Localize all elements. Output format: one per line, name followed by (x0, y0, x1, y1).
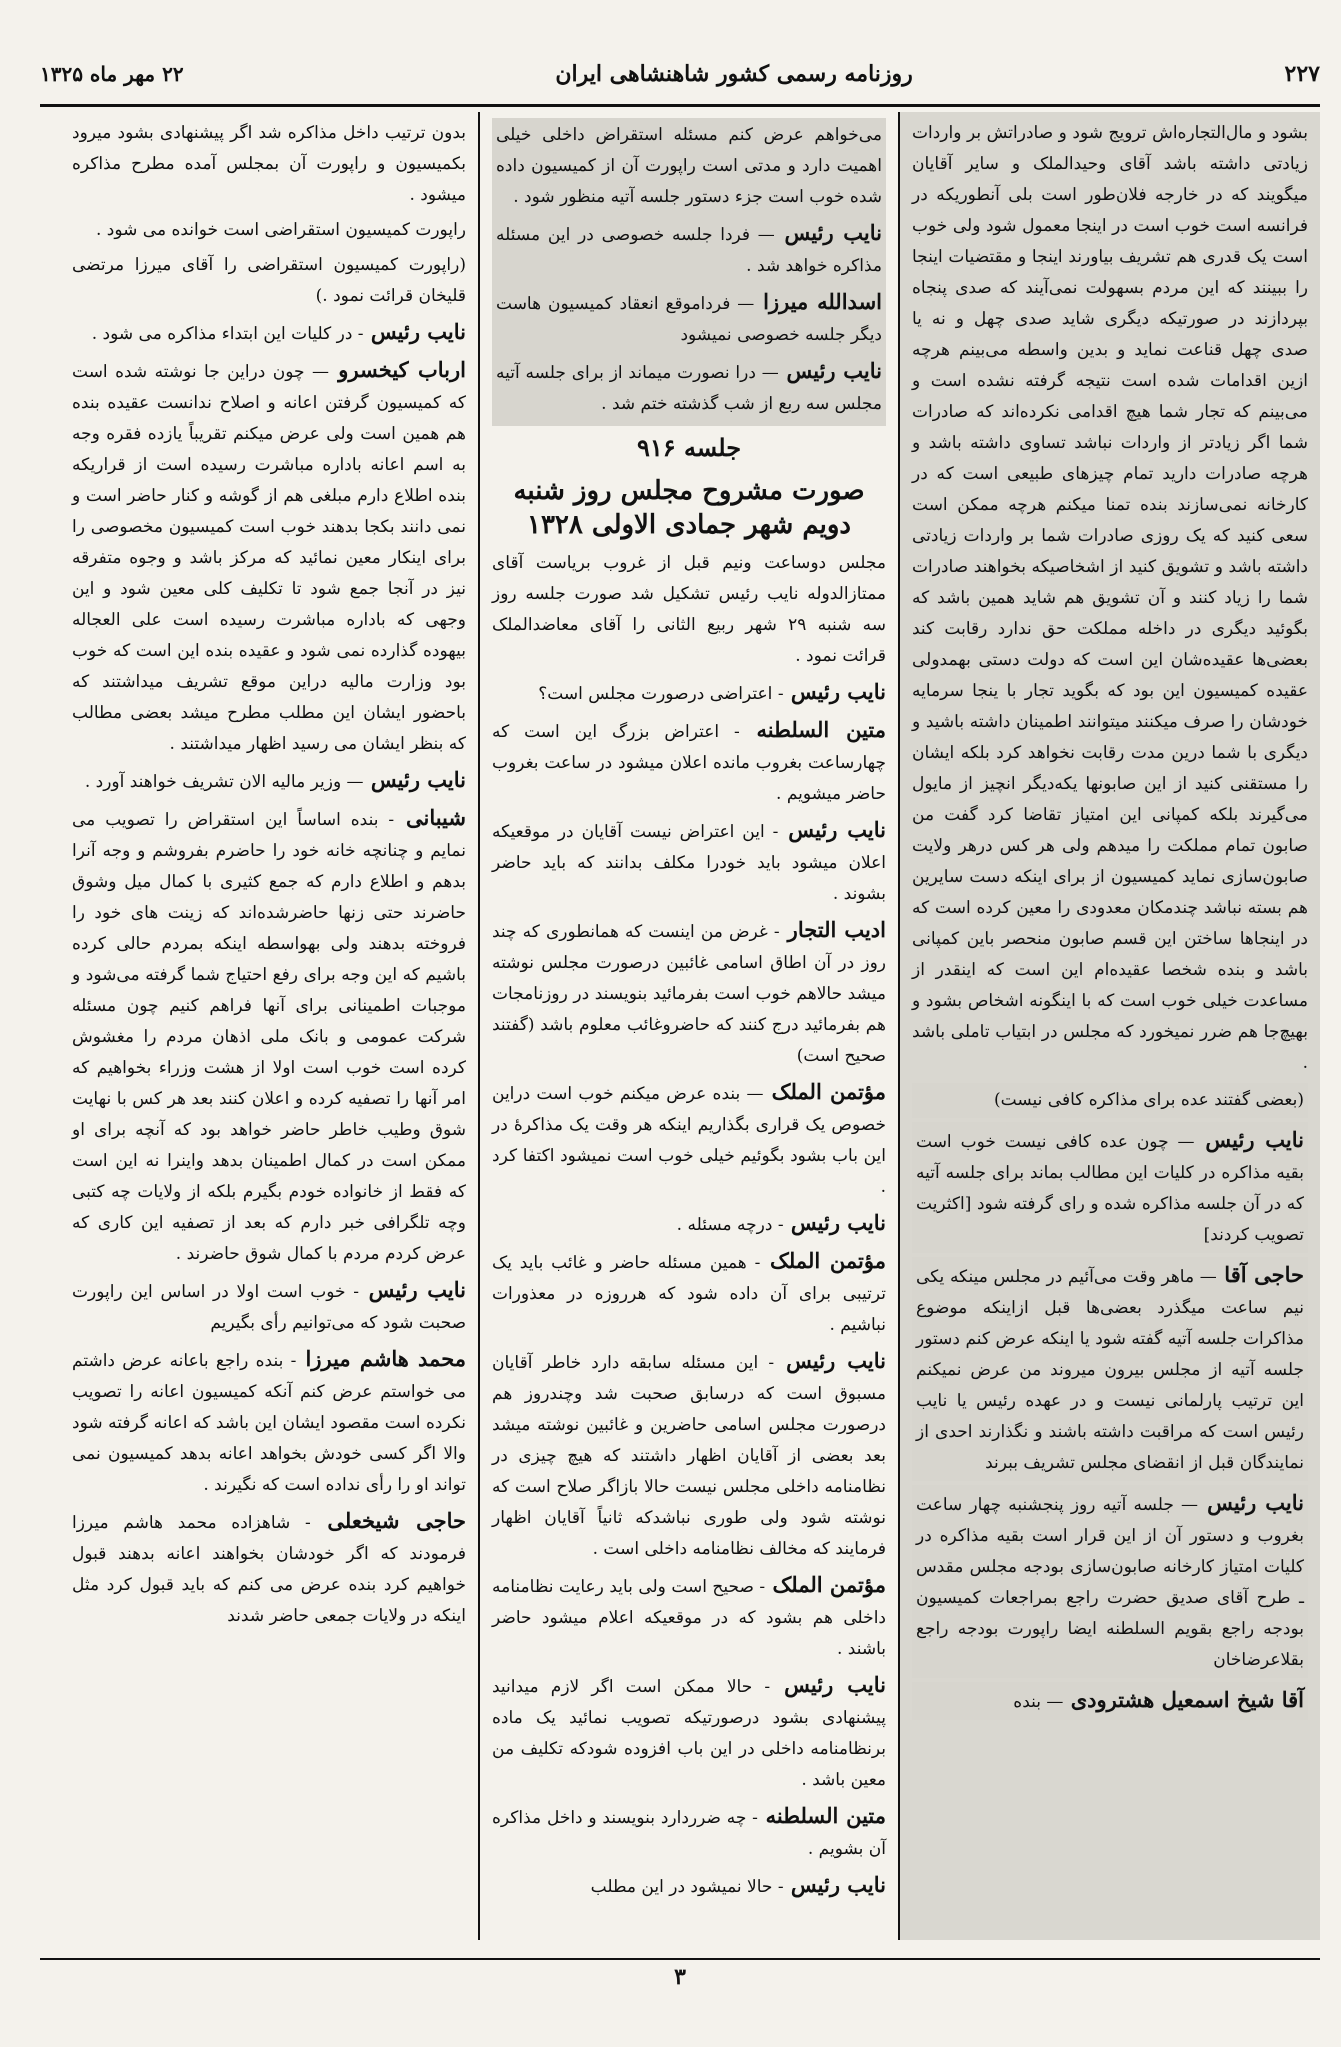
speaker-name: آقا شیخ اسمعیل هشترودی (1063, 1687, 1304, 1712)
paragraph-text: بشود و مال‌التجاره‌اش ترویج شود و صادراتش بر واردات زیادتی داشته باشد آقای وحیدالملک و سایر آقایان میگویند که در خارجه فلان‌طور است بلی آنطوریکه در فرانسه است خوب است در اینجا معمول شود ولی خوب است یک قدری هم تشریف بیاورند اینجا و مقتضیات اینجا را ببینند که این مردم بسهولت نمی‌آیند که صدی پنجاه بپردازند در صورتیکه دیگری شاید صدی چهل و نه یا صدی چهل قناعت نماید و بدین واسطه می‌بینم هرچه ازین اقدامات شده است نتیجه گرفته نشده است و می‌بینم که تجار شما هیچ اقدامی نکرده‌اند که صادرات شما اگر زیادتر از واردات نباشد تساوی داشته باشد و هرچه صادرات دارید تمام چیزهای طبیعی است که در کارخانه نمی‌سازند بنده تمنا میکنم هرچه ممکن است سعی کنید که یک روزی صادرات شما بر واردات زیادتی داشته باشد و تشویق کنید از اشخاصیکه بخواهند صادرات شما را زیاد کنند و آن تشویق هم شاید همین باشد که بگوئید دیگری در داخله مملکت حق ندارد رقابت کند بعضی‌ها عقیده‌شان این است که دولت دستی بهمدولی عقیده کمیسیون این بود که بگوید تجار با ینجا سرمایه خودشان را صرف میکنند میتوانند اطمینان داشته باشید و دیگری با شما درین مدت رقابت نخواهد کرد بلکه ایشان را مستقنی کنید از این صابونها یکه‌دیگر انچیز از مایول می‌گیرند بلکه کمپانی این امتیاز تقاضا کرد گفت من صابون تمام مملکت را میدهم ولی هر کس درهر ولایت صابون‌سازی نماید کمیسیون از برای اینکه دست سایرین هم بسته نباشد چندمکان معدودی را معین کرده است که در اینجاها ساختن این قسم صابون منحصر باین کمپانی باشد و بنده شخصا عقیده‌ام این است که اینقدر از مساعدت خیلی خوب است که با اینگونه اشخاص بشود و بهیچ‌جا هم ضرر نمیخورد که مجلس در ابتیاب تاملی باشد . (912, 123, 1308, 1073)
text-columns (40, 112, 1320, 1940)
paragraph (496, 355, 882, 420)
speaker-name: نایب رئیس (363, 319, 466, 344)
speaker-name: اسدالله میرزا (754, 289, 882, 314)
paragraph (492, 1076, 886, 1203)
paragraph (72, 1274, 466, 1339)
speaker-name: شیبانی (394, 805, 466, 830)
paragraph-text: راپورت کمیسیون استقراضی است خوانده می شود . (95, 220, 466, 240)
paragraph (492, 1207, 886, 1241)
paragraph-text: - حالا ممکن است اگر لازم میدانید پیشنهادی بشود درصورتیکه تصویب نمائید یک ماده برنظامنامه داخلی در این باب افزوده شودکه تکلیف من معین باشد . (492, 1677, 886, 1790)
speaker-name: نایب رئیس (778, 817, 886, 842)
speaker-name: نایب رئیس (363, 767, 466, 792)
paragraph-text: - بنده راجع باعانه عرض داشتم می خواستم عرض کنم آنکه کمیسیون اعانه را تصویب نکرده است مقصود ایشان این باشد که اعانه گرفته شود والا اگر کسی خودش بخواهد اعانه بدهد کمیسیون نمی تواند او را رأی نداده است که نگیرند . (72, 1351, 466, 1495)
paragraph-text: — چون دراین جا نوشته شده است که کمیسیون گرفتن اعانه و اصلاح ندانست عقیده بنده هم همین است ولی عرض میکنم تقریباً یازده فقره وجه به اسم اعانه باداره مباشرت رسیده است از قراریکه بنده اطلاع دارم مبلغی هم از گوشه و کنار حاضر است و نمی دانند بکجا بدهند خوب است کمیسیون مخصوصی را برای اینکار معین نمائید که مرکز باشد و وجوه متفرقه نیز در آنجا جمع شود تا تکلیف کلی معین شود و این وجهی که باداره مباشرت رسیده است علی العجاله بیهوده گذارده نمی شود و عقیده بنده این است که خوب بود وزارت مالیه دراین موقع تشریف میداشتند که باحضور ایشان این مطلب مطرح میشد بعضی مطالب که بنظر ایشان می رسید اظهار میداشتند . (72, 362, 466, 754)
speaker-name: حاجی آقا (1216, 1262, 1304, 1287)
paragraph-text: (بعضی گفتند عده برای مذاکره کافی نیست) (994, 1090, 1304, 1110)
newspaper-page (40, 30, 1320, 2020)
paragraph-text: — فردا جلسه خصوصی در این مسئله مذاکره خواهد شد . (496, 225, 882, 276)
paragraph-text: — فرداموقع انعقاد کمیسیون هاست دیگر جلسه خصوصی نمیشود (496, 294, 882, 345)
paragraph-text: - همین مسئله حاضر و غائب باید یک ترتیبی برای آن داده شود که هرروزه در معذورات نباشیم . (492, 1253, 886, 1335)
paragraph-text: — چون عده کافی نیست خوب است بقیه مذاکره در کلیات این مطالب بماند برای جلسه آتیه که در آن جلسه مذاکره شده و رای گرفته شود [اکثریت تصویب کردند] (916, 1132, 1304, 1245)
paragraph-text: بدون ترتیب داخل مذاکره شد اگر پیشنهادی بشود میرود بکمیسیون و راپورت آن بمجلس آمده مطرح مذاکره میشود . (72, 123, 466, 205)
paragraph-text: — وزیر مالیه الان تشریف خواهند آورد . (84, 772, 364, 792)
paragraph-text: — جلسه آتیه روز پنجشنبه چهار ساعت بغروب و دستور آن از این قرار است بقیه مذاکره در کلیات امتیاز کارخانه صابون‌سازی بودجه مجلس مقدس ـ طرح آقای صدیق حضرت راجع بمراجعات کمیسیون بودجه راجع بقویم السلطنه ایضا راپورت بودجه راجع بقلاعرضاخان (916, 1495, 1304, 1670)
paragraph-text: - چه ضرردارد بنویسند و داخل مذاکره آن بشویم . (492, 1808, 886, 1859)
paragraph (492, 914, 886, 1072)
paragraph (492, 814, 886, 910)
paragraph (72, 1343, 466, 1501)
paragraph (492, 1345, 886, 1565)
paragraph (72, 215, 466, 246)
middle-body (492, 548, 886, 1903)
paragraph (492, 1669, 886, 1796)
paragraph-text: - این مسئله سابقه دارد خاطر آقایان مسبوق است که درسابق صحبت شد وچندروز هم درصورت مجلس اسامی حاضرین و غائبین نوشته میشد بعد بعضی از آقایان اظهار داشتند که هیچ چیزی در نظامنامه داخلی مجلس نیست حالا بازاگر صلاح است که نوشته شود ولی طوری نباشدکه ثانیاً آقایان اظهار فرمایند که مخالف نظامنامه داخلی است . (492, 1353, 886, 1559)
paragraph (72, 250, 466, 312)
page-number: ۲۲۷ (1284, 61, 1320, 87)
paragraph (912, 1083, 1308, 1118)
footer-page-number: ۳ (674, 1964, 686, 1990)
paragraph-text: (راپورت کمیسیون استقراضی را آقای میرزا مرتضی قلیخان قرائت نمود .) (72, 255, 466, 306)
page-header (40, 44, 1320, 107)
paragraph (492, 1245, 886, 1341)
speaker-name: نایب رئیس (778, 358, 882, 383)
paragraph (72, 118, 466, 211)
paragraph (492, 1800, 886, 1865)
paragraph-text: - بنده اساساً این استقراض را تصویب می نمایم و چنانچه خانه خود را حاضرم بفروشم و وجه آنرا بدهم و اطلاع دارم که جمع کثیری با کمال میل وشوق حاضرند حتی زنها حاضرشده‌اند که زینت های خود را فروخته بدهند ولی بهواسطه اینکه بمردم حالی کرده باشیم که این وجه برای رفع احتیاج شما گرفته می‌شود و موجبات اطمینانی برای آنها فراهم کنیم چون مسئله شرکت عمومی و بانک ملی اذهان مردم را مغشوش کرده است خوب است اولا از هشت وزراء بخواهیم که امر آنها را تصفیه کرده و اعلان کنند بعد هر کس با نهایت شوق وطیب خاطر حاضر خواهد بود که آنچه برای او ممکن است در کمال اطمینان بدهد واینرا نه این است که فقط از خانواده خودم بگیرم بلکه از ولایات چه کتبی وچه تلگرافی خبر دارم که بعد از تصفیه این کاری که عرض کردم مردم با کمال شوق حاضرند . (72, 810, 466, 1264)
speaker-name: نایب رئیس (774, 220, 882, 245)
speaker-name: نایب رئیس (783, 679, 886, 704)
speaker-name: نایب رئیس (774, 1348, 886, 1373)
paragraph-text: - در کلیات این ابتداء مذاکره می شود . (91, 324, 364, 344)
paragraph (912, 1682, 1308, 1720)
paragraph (72, 316, 466, 350)
paragraph-text: - صحیح است ولی باید رعایت نظامنامه داخلی هم بشود که در موقعیکه اعلام میشود حاضر باشند . (492, 1577, 886, 1659)
speaker-name: ادیب التجار (779, 917, 886, 942)
paragraph (912, 1122, 1308, 1253)
paragraph (492, 676, 886, 710)
paragraph (496, 217, 882, 282)
paragraph (72, 764, 466, 798)
speaker-name: محمد هاشم میرزا (296, 1346, 466, 1371)
paragraph-text: - خوب است اولا در اساس این راپورت صحبت شود که می‌توانیم رأی بگیریم (72, 1282, 466, 1333)
paragraph (912, 1257, 1308, 1481)
speaker-name: مؤتمن الملک (763, 1079, 887, 1104)
middle-top-block (492, 118, 886, 426)
speaker-name: نایب رئیس (783, 1210, 886, 1235)
paragraph (492, 548, 886, 672)
paragraph (72, 802, 466, 1270)
paragraph (72, 354, 466, 760)
paragraph-text: مجلس دوساعت ونیم قبل از غروب بریاست آقای ممتازالدوله نایب رئیس تشکیل شد صورت جلسه روز سه شنبه ۲۹ شهر ربیع الثانی را آقای معاضدالملک قرائت نمود . (492, 553, 886, 666)
speaker-name: نایب رئیس (1198, 1490, 1304, 1515)
speaker-name: متین السلطنه (739, 717, 886, 742)
speaker-name: ارباب کیخسرو (328, 357, 466, 382)
paragraph-text: می‌خواهم عرض کنم مسئله استقراض داخلی خیلی اهمیت دارد و مدتی است راپورت آن از کمیسیون داده شده خوب است جزء دستور جلسه آتیه منظور شود . (496, 125, 882, 207)
paragraph (496, 286, 882, 351)
speaker-name: حاجی شیخعلی (310, 1508, 466, 1533)
session-title: صورت مشروح مجلس روز شنبه دویم شهر جمادی الاولی ۱۳۲۸ (513, 476, 865, 540)
paragraph-text: - غرض من اینست که همانطوری که چند روز در آن اطاق اسامی غائبین درصورت مجلس نوشته میشد حالاهم خوب است بفرمائید بنویسند در روزنامجات هم بفرمائید درج کنند که حاضروغائب معلوم باشد (گفتند صحیح است) (492, 922, 886, 1066)
paragraph (492, 1869, 886, 1903)
paragraph-text: - درچه مسئله . (676, 1215, 784, 1235)
paragraph-text: - اعتراض بزرگ این است که چهارساعت بغروب مانده اعلان میشود در ساعت بغروب حاضر میشویم . (492, 722, 886, 804)
paragraph-text: - حالا نمیشود در این مطلب (590, 1877, 784, 1897)
paragraph (72, 1505, 466, 1632)
bottom-rule (40, 1958, 1320, 1960)
paragraph-text: — بنده عرض میکنم خوب است دراین خصوص یک قراری بگذاریم اینکه هر وقت یک مذاکرهٔ در این باب بشود بگوئیم خیلی خوب است نمیشود اکتفا کرد . (492, 1084, 886, 1197)
paragraph (492, 714, 886, 810)
issue-date: ۲۲ مهر ماه ۱۳۲۵ (40, 62, 184, 86)
column-middle (480, 112, 900, 1940)
paragraph (496, 120, 882, 213)
paragraph-text: — بنده (1013, 1692, 1064, 1712)
speaker-name: نایب رئیس (1194, 1127, 1304, 1152)
paragraph-text: - شاهزاده محمد هاشم میرزا فرمودند که اگر خودشان بخواهند اعانه بدهند قبول خواهیم کرد بنده عرض می کنم که باید قبول کرد مثل اینکه در ولایات جمعی حاضر شدند (72, 1513, 466, 1626)
paragraph-text: - اعتراضی درصورت مجلس است؟ (538, 684, 784, 704)
column-left (60, 112, 480, 1940)
paragraph (912, 1485, 1308, 1678)
paragraph (492, 1569, 886, 1665)
speaker-name: نایب رئیس (770, 1672, 886, 1697)
speaker-name: مؤتمن الملک (765, 1572, 887, 1597)
speaker-name: متین السلطنه (757, 1803, 886, 1828)
column-right (900, 112, 1320, 1940)
paragraph-text: — درا نصورت میماند از برای جلسه آتیه مجلس سه ربع از شب گذشته ختم شد . (496, 363, 882, 414)
masthead: روزنامه رسمی کشور شاهنشاهی ایران (555, 61, 913, 87)
session-number: جلسه ۹۱۶ (636, 433, 742, 462)
paragraph-text: - این اعتراض نیست آقایان در موقعیکه اعلان میشود باید خودرا مکلف بدانند که باید حاضر بشوند . (492, 822, 886, 904)
paragraph (912, 118, 1308, 1079)
speaker-name: نایب رئیس (783, 1872, 886, 1897)
paragraph-text: — ماهر وقت می‌آئیم در مجلس مینکه یکی نیم ساعت میگذرد بعضی‌ها قبل ازاینکه موضوع مذاکرات جلسه آتیه گفته شود یا اینکه عرض کنم دستور جلسه آتیه از مجلس بیرون میروند من عرض نمیکنم این ترتیب پارلمانی نیست و در عهده رئیس یا نایب رئیس است که مراقبت داشته باشند و نگذارند احدی از نمایندگان قبل از انقضای مجلس تشریف ببرند (916, 1267, 1304, 1473)
speaker-name: مؤتمن الملک (760, 1248, 886, 1273)
speaker-name: نایب رئیس (358, 1277, 466, 1302)
